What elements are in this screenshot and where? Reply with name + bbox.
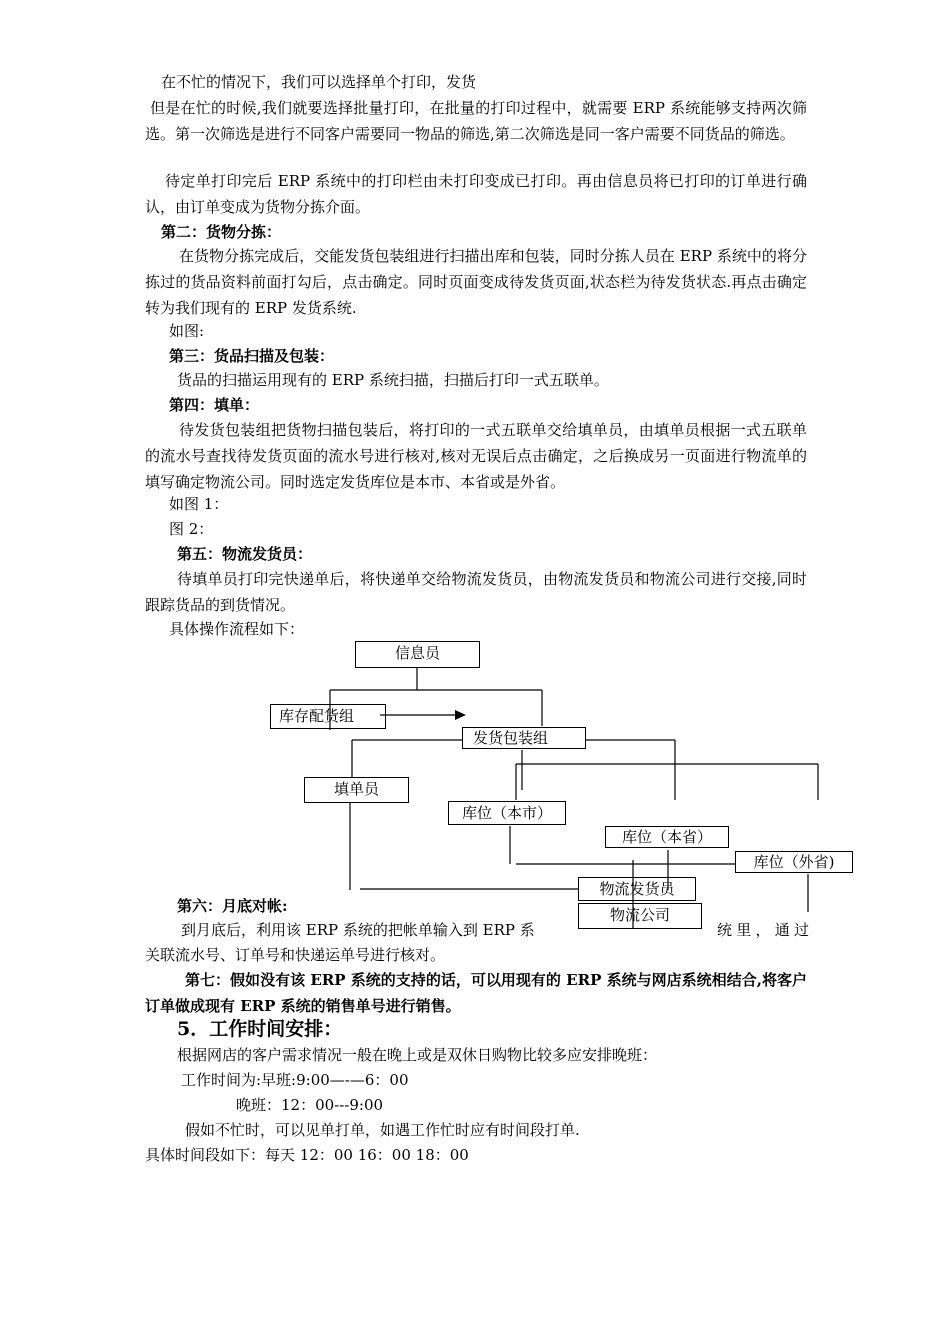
flow-node-form-filler: 填单员 <box>304 777 409 803</box>
heading-step-5: 第五：物流发货员： <box>177 545 313 563</box>
flow-node-loc-province: 库位（本省） <box>605 826 729 848</box>
paragraph-night-shift: 晚班：12：00---9:00 <box>236 1096 384 1114</box>
flow-node-logistics-staff: 物流发货员 <box>578 877 696 901</box>
flow-node-pack-group: 发货包装组 <box>462 727 586 749</box>
paragraph-batch-print: 但是在忙的时候,我们就要选择批量打印，在批量的打印过程中，就需要 ERP 系统能够支持两次筛选。第一次筛选是进行不同客户需要同一物品的筛选,第二次筛选是同一客户需要不同货品的筛选。 <box>145 99 807 143</box>
paragraph-time-slots: 具体时间段如下：每天 12：00 16：00 18：00 <box>145 1146 469 1164</box>
paragraph-flow-intro: 具体操作流程如下： <box>169 620 305 638</box>
paragraph-scanning: 货品的扫描运用现有的 ERP 系统扫描，扫描后打印一式五联单。 <box>177 371 609 389</box>
paragraph-fill-form: 待发货包装组把货物扫描包装后，将打印的一式五联单交给填单员，由填单员根据一式五联单的流水号查找待发货页面的流水号进行核对,核对无误后点击确定，之后换成另一页面进行物流单的填写确定物流公司。同时选定发货库位是本市、本省或是外省。 <box>145 421 807 491</box>
heading-section-5: 5．工作时间安排： <box>177 1018 343 1040</box>
paragraph-figure-ref: 如图: <box>169 322 205 340</box>
paragraph-month-end-b: 统里，通过 <box>717 921 809 939</box>
flow-node-stock-group: 库存配货组 <box>270 704 386 729</box>
paragraph-figure-1: 如图 1： <box>169 495 229 513</box>
flow-node-loc-city: 库位（本市） <box>448 801 566 825</box>
paragraph-print-done: 待定单打印完后 ERP 系统中的打印栏由未打印变成已打印。再由信息员将已打印的订单进行确认，由订单变成为货物分拣介面。 <box>145 172 807 216</box>
heading-step-4: 第四：填单： <box>169 396 260 414</box>
flow-node-info-staff: 信息员 <box>355 641 480 668</box>
paragraph-month-end-a: 到月底后，利用该 ERP 系统的把帐单输入到 ERP 系 <box>181 921 535 939</box>
paragraph-sorting: 在货物分拣完成后，交能发货包装组进行扫描出库和包装，同时分拣人员在 ERP 系统中的将分拣过的货品资料前面打勾后，点击确定。同时页面变成待发货页面,状态栏为待发货状态.再点击确定转为我们现有的 ERP 发货系统. <box>145 247 807 317</box>
paragraph-figure-2: 图 2： <box>169 520 214 538</box>
heading-step-7: 第七：假如没有该 ERP 系统的支持的话，可以用现有的 ERP 系统与网店系统相结合,将客户订单做成现有 ERP 系统的销售单号进行销售。 <box>145 971 807 1015</box>
paragraph-day-shift: 工作时间为:早班:9:00—-—6：00 <box>181 1071 409 1089</box>
paragraph-single-print: 在不忙的情况下，我们可以选择单个打印，发货 <box>161 73 477 91</box>
flow-node-logistics-company: 物流公司 <box>578 903 702 929</box>
paragraph-month-end-c: 关联流水号、订单号和快递运单号进行核对。 <box>145 946 446 964</box>
paragraph-logistics-staff: 待填单员打印完快递单后，将快递单交给物流发货员，由物流发货员和物流公司进行交接,同时跟踪货品的到货情况。 <box>145 570 807 614</box>
heading-step-3: 第三：货品扫描及包装： <box>169 347 335 365</box>
paragraph-schedule-intro: 根据网店的客户需求情况一般在晚上或是双休日购物比较多应安排晚班： <box>177 1046 658 1064</box>
paragraph-not-busy: 假如不忙时，可以见单打单，如遇工作忙时应有时间段打单. <box>185 1121 580 1139</box>
heading-step-6: 第六：月底对帐: <box>177 897 288 915</box>
flow-node-loc-outside: 库位（外省) <box>735 851 853 873</box>
heading-step-2: 第二：货物分拣： <box>161 223 282 241</box>
